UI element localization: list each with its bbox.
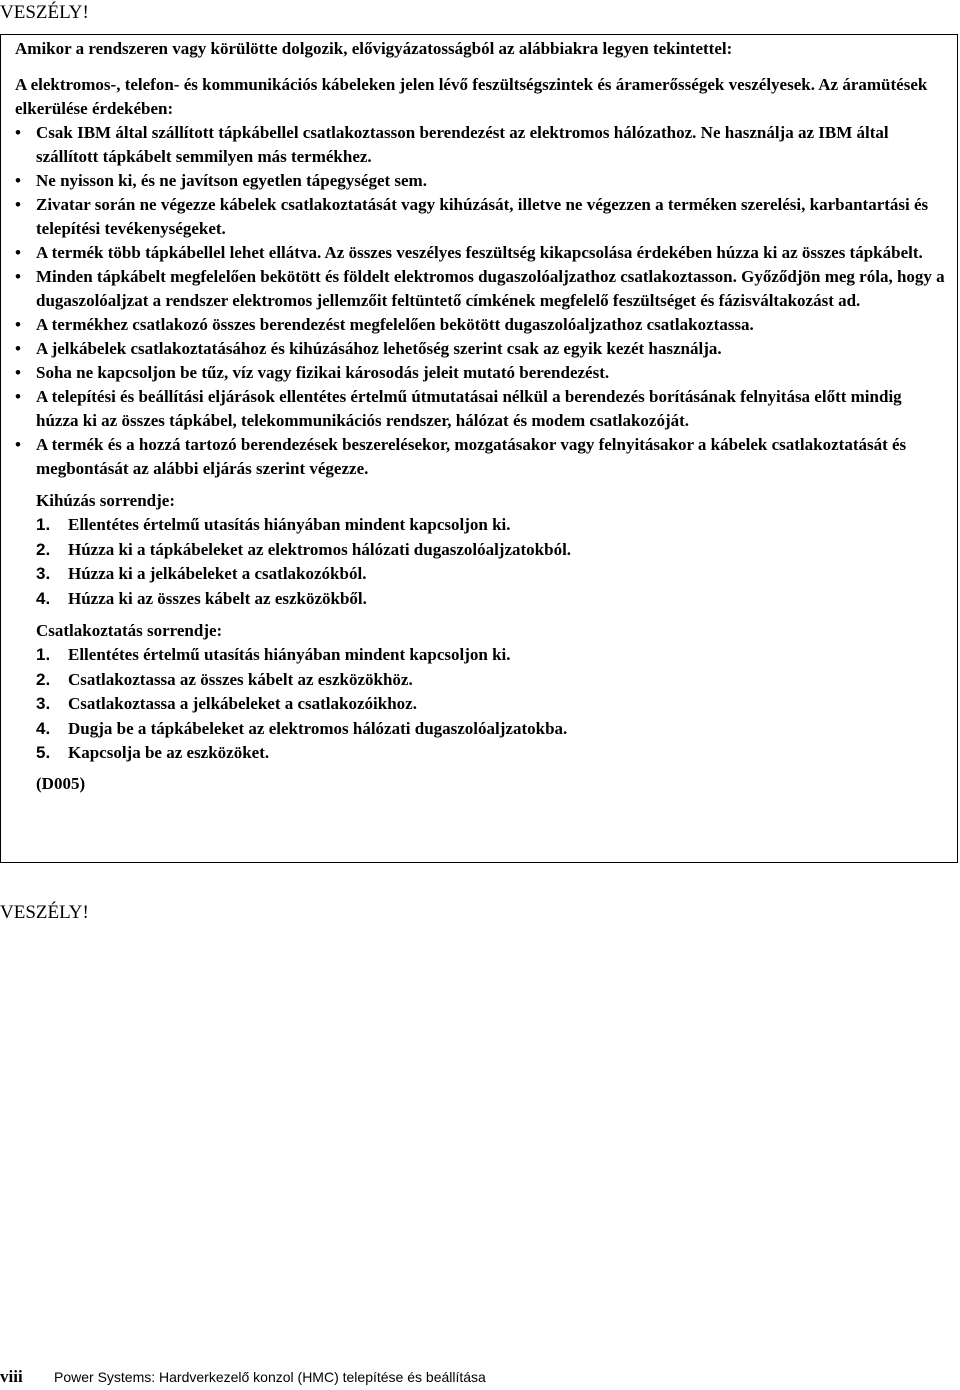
bullet-text: A termék és a hozzá tartozó berendezések beszerelésekor, mozgatásakor vagy felnyitásakor a kábelek csatlakoztatását és megbontását az alábbi eljárás szerint végezze.: [36, 435, 907, 478]
bullet-icon: •: [15, 363, 21, 382]
danger-notice-box: [0, 34, 958, 863]
list-item: [36, 668, 945, 693]
footer-doc-title: Power Systems: Hardverkezelő konzol (HMC) telepítése és beállítása: [54, 1369, 486, 1385]
bullet-icon: •: [15, 267, 21, 286]
step-number: 1.: [36, 515, 51, 534]
list-item: [15, 361, 945, 385]
list-item: [36, 513, 945, 538]
bullet-icon: •: [15, 243, 21, 262]
list-item: [15, 385, 945, 433]
page-number: viii: [0, 1367, 23, 1386]
step-number: 5.: [36, 743, 51, 762]
step-number: 3.: [36, 564, 51, 583]
step-text: Húzza ki a jelkábeleket a csatlakozókból.: [68, 564, 367, 583]
safety-bullet-list: [15, 121, 945, 481]
bullet-icon: •: [15, 387, 21, 406]
bullet-icon: •: [15, 123, 21, 142]
list-item: [15, 121, 945, 169]
bullet-text: Soha ne kapcsoljon be tűz, víz vagy fizikai károsodás jeleit mutató berendezést.: [36, 363, 610, 382]
bullet-icon: •: [15, 315, 21, 334]
list-item: [36, 538, 945, 563]
page-footer: [0, 1367, 486, 1387]
step-text: Kapcsolja be az eszközöket.: [68, 743, 270, 762]
danger-heading-bottom: VESZÉLY!: [0, 902, 89, 923]
step-number: 2.: [36, 669, 51, 689]
intro-text: Amikor a rendszeren vagy körülötte dolgozik, elővigyázatosságból az alábbiakra legyen tekintettel:: [15, 39, 733, 58]
list-item: [15, 241, 945, 265]
bullet-text: Zivatar során ne végezze kábelek csatlakoztatását vagy kihúzását, illetve ne végezzen a terméken szerelési, karbantartási és telepítési tevékenységeket.: [36, 195, 929, 238]
bullet-text: Ne nyisson ki, és ne javítson egyetlen tápegységet sem.: [36, 171, 427, 190]
bullet-icon: •: [15, 171, 21, 190]
step-text: Húzza ki a tápkábeleket az elektromos hálózati dugaszolóaljzatokból.: [68, 539, 572, 559]
list-item: [36, 692, 945, 717]
list-item: [15, 313, 945, 337]
list-item: [15, 169, 945, 193]
bullet-text: Csak IBM által szállított tápkábellel csatlakoztasson berendezést az elektromos hálózathoz. Ne használja az IBM által szállított tápkábelt semmilyen más termékhez.: [36, 123, 889, 166]
connect-title: Csatlakoztatás sorrendje:: [36, 621, 223, 640]
step-text: Ellentétes értelmű utasítás hiányában mindent kapcsoljon ki.: [68, 515, 511, 534]
disconnect-section: [36, 489, 945, 611]
list-item: [15, 433, 945, 481]
bullet-icon: •: [15, 195, 21, 214]
step-text: Ellentétes értelmű utasítás hiányában mindent kapcsoljon ki.: [68, 645, 511, 664]
bullet-text: Minden tápkábelt megfelelően bekötött és földelt elektromos dugaszolóaljzathoz csatlakoztasson. Győződjön meg róla, hogy a dugaszolóaljzat a rendszer elektromos jellemzőit feltüntető címkének megfelelő feszültséget és fázisváltakozást ad.: [36, 267, 945, 310]
step-number: 3.: [36, 694, 51, 713]
list-item: [36, 587, 945, 612]
step-number: 2.: [36, 539, 51, 559]
step-number: 4.: [36, 588, 51, 608]
list-item: [15, 265, 945, 313]
bullet-icon: •: [15, 339, 21, 358]
bullet-text: A jelkábelek csatlakoztatásához és kihúzásához lehetőség szerint csak az egyik kezét használja.: [36, 339, 722, 358]
bullet-text: A termék több tápkábellel lehet ellátva. Az összes veszélyes feszültség kikapcsolása érdekében húzza ki az összes tápkábelt.: [36, 243, 923, 262]
list-item: [15, 193, 945, 241]
step-text: Csatlakoztassa az összes kábelt az eszközökhöz.: [68, 669, 413, 689]
list-item: [15, 337, 945, 361]
bullet-text: A termékhez csatlakozó összes berendezést megfelelően bekötött dugaszolóaljzathoz csatlakoztassa.: [36, 315, 754, 334]
disconnect-steps: [36, 513, 945, 611]
notice-code: (D005): [36, 773, 86, 793]
step-number: 4.: [36, 718, 51, 738]
list-item: [36, 741, 945, 766]
bullet-text: A telepítési és beállítási eljárások ellentétes értelmű útmutatásai nélkül a berendezés borításának felnyitása előtt mindig húzza ki az összes tápkábel, telekommunikációs rendszer, hálózat és modem csatlakozóját.: [36, 387, 902, 430]
connect-steps: [36, 643, 945, 766]
list-item: [36, 643, 945, 668]
list-item: [36, 562, 945, 587]
step-number: 1.: [36, 645, 51, 664]
step-text: Csatlakoztassa a jelkábeleket a csatlakozóikhoz.: [68, 694, 417, 713]
warning-paragraph: A elektromos-, telefon- és kommunikációs kábeleken jelen lévő feszültségszintek és áramerősségek veszélyesek. Az áramütések elkerülése érdekében:: [15, 75, 928, 118]
danger-heading-top: VESZÉLY!: [0, 2, 89, 23]
connect-section: [36, 619, 945, 796]
disconnect-title: Kihúzás sorrendje:: [36, 491, 175, 510]
step-text: Húzza ki az összes kábelt az eszközökből.: [68, 588, 367, 608]
danger-notice-content: [15, 35, 945, 796]
list-item: [36, 717, 945, 742]
step-text: Dugja be a tápkábeleket az elektromos hálózati dugaszolóaljzatokba.: [68, 718, 568, 738]
bullet-icon: •: [15, 435, 21, 454]
